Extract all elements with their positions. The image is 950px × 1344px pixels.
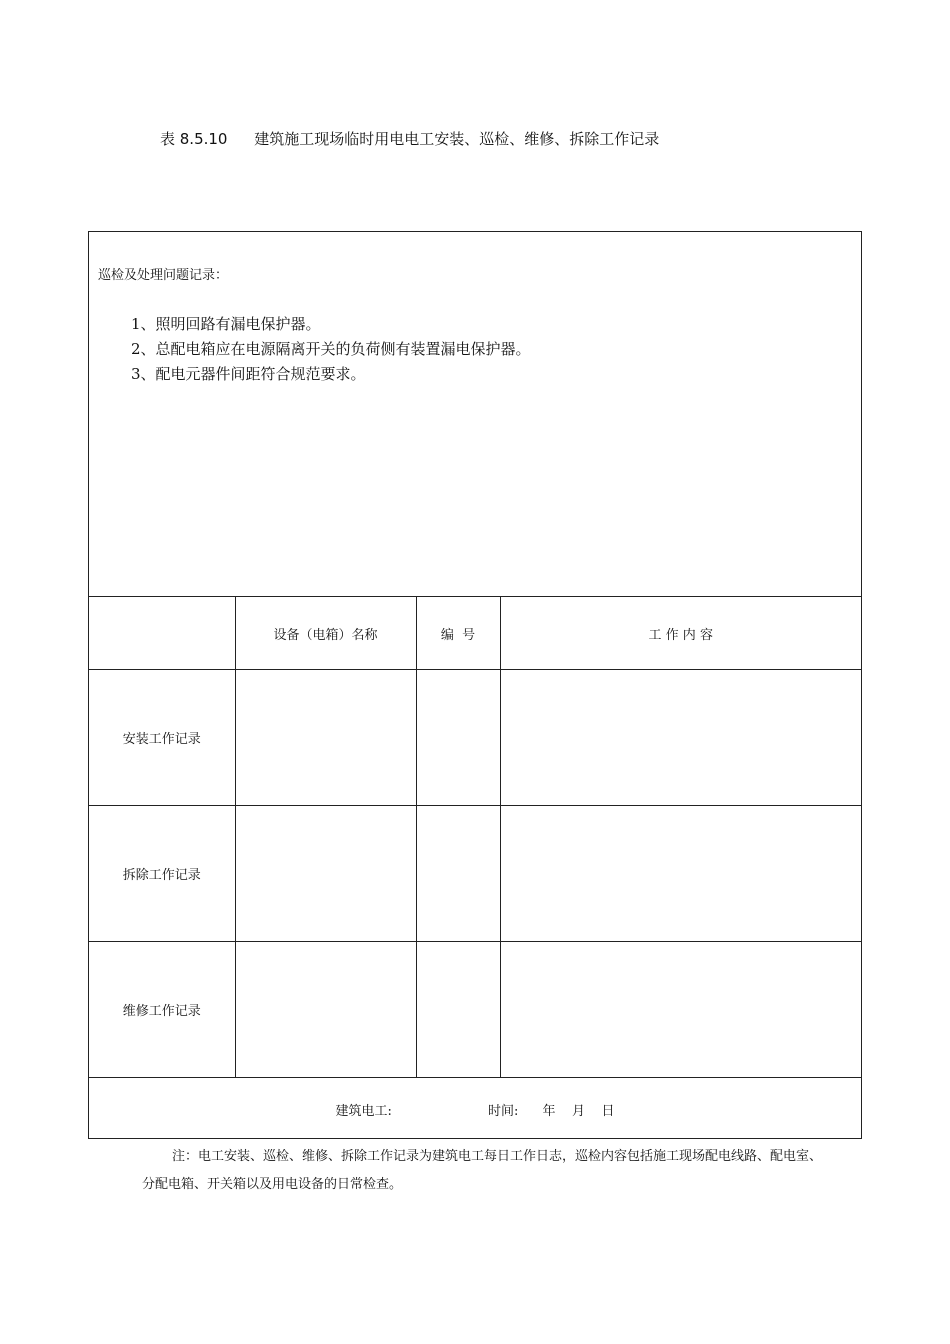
row-label-maintenance: 维修工作记录: [89, 942, 235, 1078]
header-equipment-name: 设备（电箱）名称: [235, 597, 416, 670]
table-row: [89, 942, 861, 1078]
footnote: 注：电工安装、巡检、维修、拆除工作记录为建筑电工每日工作日志，巡检内容包括施工现场配电线路、配电室、分配电箱、开关箱以及用电设备的日常检查。: [142, 1149, 823, 1192]
work-content-cell[interactable]: [500, 670, 861, 806]
document-title: [160, 128, 659, 149]
row-label-removal: 拆除工作记录: [89, 806, 235, 942]
signature-cell: [89, 1078, 861, 1141]
work-content-cell[interactable]: [500, 942, 861, 1078]
inspection-item: 2、总配电箱应在电源隔离开关的负荷侧有装置漏电保护器。: [131, 340, 531, 358]
table-row: [89, 806, 861, 942]
row-label-install: 安装工作记录: [89, 670, 235, 806]
work-content-cell[interactable]: [500, 806, 861, 942]
table-row: [89, 670, 861, 806]
number-cell[interactable]: [416, 942, 500, 1078]
header-cell-empty: [89, 597, 235, 670]
number-cell[interactable]: [416, 806, 500, 942]
equipment-name-cell[interactable]: [235, 942, 416, 1078]
date-placeholder: 年 月 日: [542, 1103, 615, 1119]
signature-row: [89, 1078, 861, 1141]
inspection-label: 巡检及处理问题记录：: [98, 268, 229, 283]
number-cell[interactable]: [416, 670, 500, 806]
inspection-section: [89, 232, 861, 597]
inspection-item: 3、配电元器件间距符合规范要求。: [131, 365, 366, 383]
table-number: 表 8.5.10: [160, 130, 228, 148]
record-table: [88, 231, 862, 1139]
header-work-content: 工 作 内 容: [500, 597, 861, 670]
title-text: 建筑施工现场临时用电电工安装、巡检、维修、拆除工作记录: [254, 130, 660, 148]
time-label: 时间:: [487, 1103, 519, 1119]
work-record-grid: [89, 597, 861, 1140]
inspection-item: 1、照明回路有漏电保护器。: [131, 315, 321, 333]
inspection-list: [131, 312, 531, 387]
equipment-name-cell[interactable]: [235, 670, 416, 806]
header-row: [89, 597, 861, 670]
equipment-name-cell[interactable]: [235, 806, 416, 942]
electrician-label: 建筑电工:: [335, 1103, 392, 1119]
header-number: 编 号: [416, 597, 500, 670]
